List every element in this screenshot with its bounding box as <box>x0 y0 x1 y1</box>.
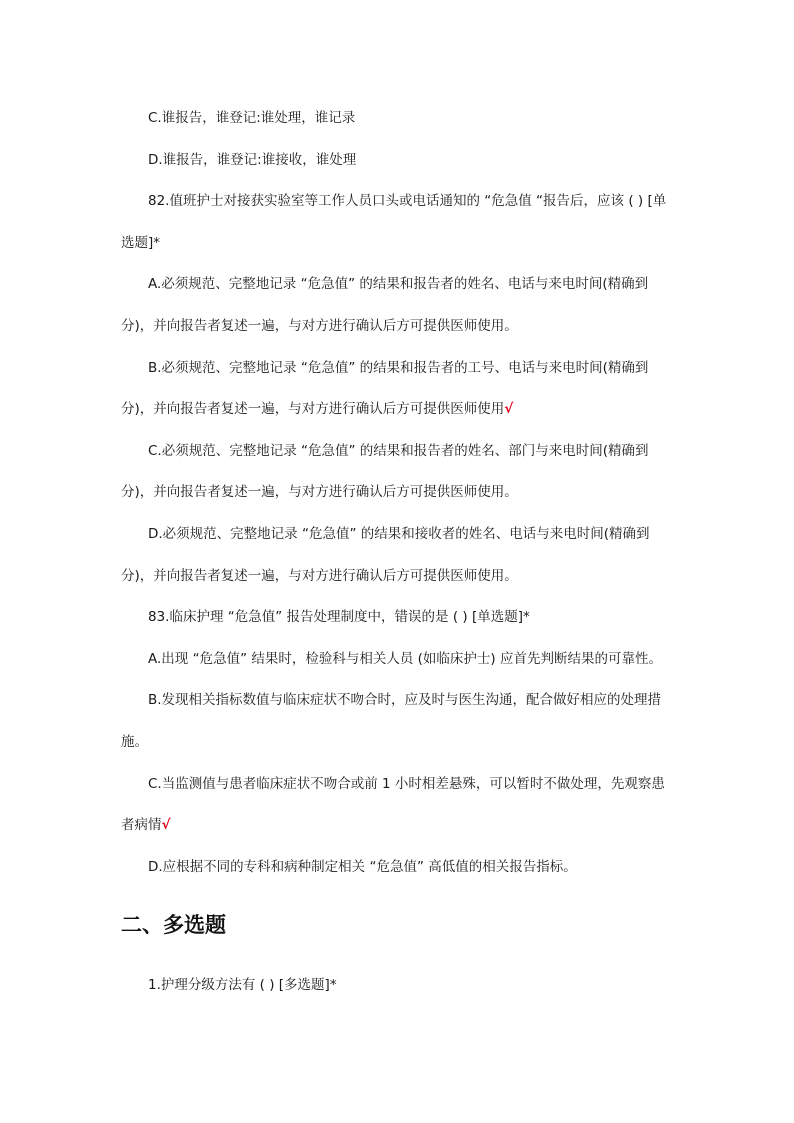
question-83-stem: 83.临床护理 “危急值” 报告处理制度中，错误的是 ( ) [单选题]* <box>148 609 530 625</box>
option-83-b-cont: 施。 <box>121 734 148 750</box>
option-81-c: C.谁报告，谁登记:谁处理，谁记录 <box>148 110 356 126</box>
option-82-d-cont: 分)，并向报告者复述一遍，与对方进行确认后方可提供医师使用。 <box>121 568 518 584</box>
question-82-stem-cont: 选题]* <box>121 235 161 251</box>
option-82-b-cont-line <box>121 400 513 418</box>
option-82-c-cont: 分)，并向报告者复述一遍，与对方进行确认后方可提供医师使用。 <box>121 484 518 500</box>
correct-answer-mark: √ <box>161 817 171 833</box>
option-83-d: D.应根据不同的专科和病种制定相关 “危急值” 高低值的相关报告指标。 <box>148 859 577 875</box>
option-83-c: C.当监测值与患者临床症状不吻合或前 1 小时相差悬殊，可以暂时不做处理，先观察患 <box>148 776 665 792</box>
option-83-c-cont-line <box>121 816 171 834</box>
option-83-b: B.发现相关指标数值与临床症状不吻合时，应及时与医生沟通，配合做好相应的处理措 <box>148 692 662 708</box>
option-82-b: B.必须规范、完整地记录 “危急值” 的结果和报告者的工号、电话与来电时间(精确到 <box>148 360 649 376</box>
option-83-a: A.出现 “危急值” 结果时，检验科与相关人员 (如临床护士) 应首先判断结果的可靠性。 <box>148 651 662 667</box>
option-82-d: D.必须规范、完整地记录 “危急值” 的结果和接收者的姓名、电话与来电时间(精确到 <box>148 526 650 542</box>
option-82-a-cont: 分)，并向报告者复述一遍，与对方进行确认后方可提供医师使用。 <box>121 318 518 334</box>
option-82-c: C.必须规范、完整地记录 “危急值” 的结果和报告者的姓名、部门与来电时间(精确到 <box>148 443 649 459</box>
option-82-a: A.必须规范、完整地记录 “危急值” 的结果和报告者的姓名、电话与来电时间(精确到 <box>148 276 649 292</box>
option-81-d: D.谁报告，谁登记:谁接收，谁处理 <box>148 152 357 168</box>
option-82-b-cont: 分)，并向报告者复述一遍，与对方进行确认后方可提供医师使用 <box>121 401 505 417</box>
option-83-c-cont: 者病情 <box>121 817 162 833</box>
section-title: 二、多选题 <box>121 913 226 937</box>
question-82-stem: 82.值班护士对接获实验室等工作人员口头或电话通知的 “危急值 “报告后，应该 ( ) [单 <box>148 193 667 209</box>
multi-question-1-stem: 1.护理分级方法有 ( ) [多选题]* <box>148 977 337 993</box>
correct-answer-mark: √ <box>504 401 514 417</box>
